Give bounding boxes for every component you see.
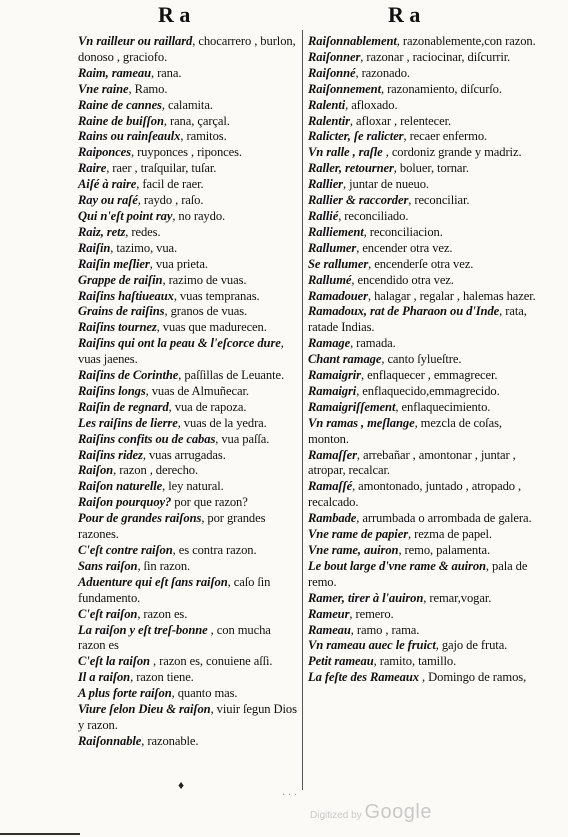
entry-translation: , razonamiento, diſcurſo.: [380, 81, 502, 96]
entry-headword: Rallumer: [308, 240, 357, 255]
dictionary-entry: [308, 591, 538, 607]
entry-headword: Rambade: [308, 511, 357, 526]
entry-headword: Vn railleur ou raillard: [78, 34, 193, 48]
entry-headword: Raiſins qui ont la peau & l'eſcorce dure: [78, 336, 281, 351]
column-divider: [302, 30, 303, 790]
entry-translation: , ramitos.: [180, 129, 227, 144]
dictionary-entry: [78, 114, 300, 130]
entry-translation: , vuas de la yedra.: [177, 415, 267, 430]
dictionary-entry: [308, 289, 538, 305]
entry-translation: , vuas que madurecen.: [156, 320, 267, 335]
entry-headword: Rameur: [308, 606, 350, 621]
entry-translation: , mezcla de coſas, monton.: [308, 415, 502, 446]
entry-headword: Raiſin meſlier: [78, 256, 150, 271]
dictionary-entry: [78, 66, 300, 82]
entry-translation: , tazimo, vua.: [110, 240, 178, 255]
entry-headword: Ramaigri: [308, 383, 357, 398]
entry-translation: , razonablemente,con razon.: [396, 34, 536, 48]
entry-translation: , con mucha razon es: [78, 622, 271, 653]
dictionary-entry: [308, 416, 538, 448]
dictionary-entry: [308, 193, 538, 209]
entry-headword: Rains ou rainſeaulx: [78, 129, 181, 144]
dictionary-entry: [308, 654, 538, 670]
dictionary-entry: [308, 257, 538, 273]
entry-translation: , encender otra vez.: [356, 240, 453, 255]
dictionary-entry: [308, 352, 538, 368]
entry-translation: , juntar de nueuo.: [343, 177, 429, 192]
entry-translation: , es contra razon.: [172, 543, 257, 557]
entry-headword: Raiſins ridez: [78, 447, 143, 462]
entry-headword: Ramer, tirer à l'auiron: [308, 590, 424, 605]
entry-translation: , remero.: [349, 606, 394, 621]
entry-headword: Raiſins tournez: [78, 320, 157, 335]
entry-headword: Grappe de raiſin: [78, 272, 163, 287]
dictionary-entry: [78, 511, 300, 543]
entry-headword: Grains de raiſins: [78, 304, 165, 319]
dictionary-entry: [308, 66, 538, 82]
dictionary-entry: [308, 129, 538, 145]
entry-headword: Ramage: [308, 336, 351, 351]
dictionary-entry: [308, 527, 538, 543]
entry-headword: Rallumé: [308, 272, 352, 287]
entry-translation: , halagar , regalar , halemas hazer.: [367, 288, 536, 303]
entry-headword: Raiſin: [78, 240, 111, 255]
entry-headword: Vn ralle , raſle: [308, 145, 383, 160]
entry-headword: Rallier: [308, 177, 343, 192]
entry-headword: Ralentir: [308, 113, 350, 128]
entry-headword: Le bout large d'vne rame & auiron: [308, 558, 486, 573]
entry-translation: , afloxado.: [345, 97, 398, 112]
entry-translation: , reconciliado.: [338, 208, 409, 223]
entry-headword: Raiſin de regnard: [78, 399, 169, 414]
entry-headword: Rallier & raccorder: [308, 193, 409, 208]
entry-headword: Raim, rameau: [78, 65, 151, 80]
entry-translation: , vuas de Almuñecar.: [145, 383, 249, 398]
dictionary-entry: [78, 575, 300, 607]
entry-headword: Ralenti: [308, 97, 346, 112]
entry-translation: , rata, ratade Indias.: [308, 304, 527, 335]
entry-headword: Ramaſſé: [308, 479, 353, 494]
entry-headword: Il a raiſon: [78, 670, 131, 685]
entry-headword: Raiſins haſtiueaux: [78, 288, 174, 303]
entry-translation: , viuir ſegun Dios y razon.: [78, 702, 297, 732]
entry-translation: , remar,vogar.: [423, 590, 492, 605]
entry-translation: , calamita.: [161, 97, 213, 112]
header-left: R a: [158, 2, 191, 27]
entry-headword: Ralliement: [308, 224, 364, 239]
entry-translation: , Domingo de ramos,: [418, 670, 527, 685]
entry-translation: , enflaquecimiento.: [395, 399, 491, 414]
entry-translation: , granos de vuas.: [164, 304, 248, 319]
entry-headword: Vne rame de papier: [308, 527, 408, 542]
dictionary-entry: [78, 320, 300, 336]
dictionary-entry: [308, 368, 538, 384]
entry-headword: La feſte des Rameaux: [308, 670, 419, 685]
dictionary-entry: [308, 145, 538, 161]
entry-headword: Les raiſins de lierre: [78, 415, 178, 430]
dictionary-entry: [308, 448, 538, 480]
entry-headword: Ramaigrir: [308, 368, 361, 383]
entry-headword: C'eſt raiſon: [78, 606, 138, 621]
entry-translation: , rana, çarçal.: [163, 113, 230, 128]
entry-translation: , paſſillas de Leuante.: [178, 368, 285, 383]
dictionary-entry: [308, 670, 538, 686]
dictionary-entry: [308, 607, 538, 623]
dictionary-entry: [78, 145, 300, 161]
entry-translation: , arrebañar , amontonar , juntar , atropar, recalcar.: [308, 447, 516, 478]
entry-translation: , razonable.: [141, 733, 199, 748]
dictionary-entry: [78, 257, 300, 273]
entry-headword: Raiſins de Corinthe: [78, 368, 179, 383]
entry-translation: , razon , derecho.: [113, 463, 199, 478]
google-logo: Google: [364, 801, 432, 823]
entry-translation: , raer , traſquilar, tuſar.: [106, 161, 217, 176]
entry-headword: Pour de grandes raiſons: [78, 511, 202, 526]
entry-translation: , quanto mas.: [171, 686, 238, 701]
dictionary-entry: [78, 734, 300, 750]
entry-translation: , rezma de papel.: [408, 527, 492, 542]
dictionary-entry: [308, 161, 538, 177]
dictionary-entry: [308, 304, 538, 336]
entry-translation: , ruyponces , riponces.: [130, 145, 242, 160]
dictionary-entry: [78, 495, 300, 511]
entry-headword: Ramadouer: [308, 288, 368, 303]
entry-translation: , razon tiene.: [130, 670, 194, 685]
entry-translation: , vua de rapoza.: [168, 399, 247, 414]
dictionary-entry: [78, 177, 300, 193]
entry-headword: Ramadoux, rat de Pharaon ou d'Inde: [308, 304, 500, 319]
dictionary-entry: [308, 638, 538, 654]
entry-translation: , rana.: [150, 65, 182, 80]
dictionary-entry: [78, 559, 300, 575]
entry-headword: Ralicter, ſe ralicter: [308, 129, 404, 144]
dictionary-entry: [78, 384, 300, 400]
entry-headword: Vn rameau auec le fruict: [308, 638, 436, 653]
entry-translation: , pala de remo.: [308, 558, 528, 589]
entry-translation: por que razon?: [171, 495, 248, 510]
entry-headword: Raiſon pourquoy?: [78, 495, 172, 510]
entry-translation: , canto ſylueſtre.: [381, 352, 462, 367]
entry-translation: , remo, palamenta.: [398, 543, 491, 557]
dictionary-entry: [308, 114, 538, 130]
entry-headword: Raller, retourner: [308, 161, 394, 176]
entry-translation: , cordoniz grande y madriz.: [382, 145, 522, 160]
entry-translation: , redes.: [125, 224, 161, 239]
entry-translation: , razonado.: [355, 65, 410, 80]
dictionary-entry: [78, 607, 300, 623]
entry-headword: Raiſonnement: [308, 81, 381, 96]
dictionary-entry: [78, 241, 300, 257]
dictionary-entry: [308, 400, 538, 416]
dictionary-entry: [78, 670, 300, 686]
entry-headword: C'eſt la raiſon: [78, 654, 150, 669]
entry-translation: , vuas jaenes.: [78, 336, 284, 367]
entry-headword: Ramaſſer: [308, 447, 357, 462]
entry-headword: Qui n'eſt point ray: [78, 208, 173, 223]
dictionary-entry: [78, 304, 300, 320]
entry-translation: , chocarrero , burlon, donoso , graciofo.: [78, 34, 296, 64]
dictionary-entry: [308, 511, 538, 527]
dictionary-entry: [308, 50, 538, 66]
entry-headword: Raiſonnable: [78, 733, 142, 748]
dictionary-entry: [78, 702, 300, 734]
entry-headword: Raiſonner: [308, 49, 361, 64]
entry-translation: , vua paſſa.: [215, 431, 270, 446]
dictionary-entry: [78, 209, 300, 225]
entry-headword: Se rallumer: [308, 256, 369, 271]
entry-translation: , ramo , rama.: [350, 622, 420, 637]
digitized-by-google-watermark: [310, 801, 432, 824]
dictionary-entry: [308, 543, 538, 559]
entry-headword: Raiſon naturelle: [78, 479, 163, 494]
entry-translation: , facil de raer.: [136, 177, 204, 192]
left-column: [78, 34, 300, 750]
entry-translation: , Ramo.: [128, 81, 168, 96]
entry-translation: , afloxar , relentecer.: [349, 113, 452, 128]
entry-translation: , enflaquecer , emmagrecer.: [361, 368, 498, 383]
entry-translation: , ramito, tamillo.: [373, 654, 457, 669]
dictionary-entry: [78, 225, 300, 241]
dictionary-entry: [78, 98, 300, 114]
entry-translation: , por grandes razones.: [78, 511, 266, 542]
entry-translation: , reconciliar.: [408, 193, 470, 208]
entry-translation: , ley natural.: [162, 479, 224, 494]
dictionary-entry: [308, 209, 538, 225]
dictionary-entry: [308, 336, 538, 352]
dictionary-entry: [78, 129, 300, 145]
dictionary-entry: [308, 225, 538, 241]
entry-headword: Raiſonné: [308, 65, 356, 80]
entry-headword: Raiponces: [78, 145, 131, 160]
dictionary-entry: [78, 432, 300, 448]
entry-headword: Vn ramas , meſlange: [308, 415, 415, 430]
dictionary-entry: [78, 368, 300, 384]
entry-translation: , caſo ſin fundamento.: [78, 574, 271, 605]
dictionary-entry: [78, 82, 300, 98]
entry-translation: , razimo de vuas.: [162, 272, 247, 287]
dictionary-entry: [78, 161, 300, 177]
header-right: R a: [388, 2, 421, 27]
entry-translation: , no raydo.: [172, 208, 226, 223]
entry-headword: Viure ſelon Dieu & raiſon: [78, 702, 211, 717]
entry-headword: C'eſt contre raiſon: [78, 543, 173, 557]
dictionary-entry: [308, 177, 538, 193]
entry-translation: , vuas arrugadas.: [142, 447, 226, 462]
digitized-label: Digitized by: [310, 810, 362, 821]
dictionary-entry: [308, 241, 538, 257]
dictionary-entry: [308, 273, 538, 289]
dictionary-entry: [78, 273, 300, 289]
dictionary-entry: [308, 559, 538, 591]
entry-headword: A plus forte raiſon: [78, 686, 172, 701]
dictionary-entry: [78, 463, 300, 479]
entry-translation: , enflaquecido,emmagrecido.: [356, 383, 500, 398]
entry-translation: , encenderſe otra vez.: [368, 256, 474, 271]
entry-translation: , ſin razon.: [137, 558, 191, 573]
entry-headword: Raine de cannes: [78, 97, 162, 112]
entry-headword: Ray ou raſé: [78, 193, 138, 208]
entry-headword: Raiſonnablement: [308, 34, 397, 48]
entry-headword: Rallié: [308, 208, 339, 223]
dictionary-entry: [308, 623, 538, 639]
dictionary-entry: [78, 289, 300, 305]
entry-translation: , amontonado, juntado , atropado , recalcado.: [308, 479, 522, 510]
right-column: [308, 34, 538, 686]
entry-headword: Raiſon: [78, 463, 114, 478]
entry-headword: Rameau: [308, 622, 351, 637]
dictionary-entry: [78, 193, 300, 209]
entry-translation: , razon es.: [137, 606, 188, 621]
entry-translation: , vuas tempranas.: [173, 288, 260, 303]
dictionary-entry: [78, 623, 300, 655]
dictionary-entry: [78, 479, 300, 495]
dictionary-entry: [78, 543, 300, 559]
entry-translation: , raydo , raſo.: [137, 193, 204, 208]
dictionary-entry: [308, 82, 538, 98]
dictionary-entry: [308, 34, 538, 50]
entry-headword: Aiſé à raire: [78, 177, 137, 192]
dictionary-entry: [78, 448, 300, 464]
entry-translation: , ramada.: [350, 336, 396, 351]
entry-headword: Raiz, retz: [78, 224, 126, 239]
dictionary-entry: [78, 34, 300, 66]
entry-headword: Sans raiſon: [78, 558, 138, 573]
entry-headword: Vne rame, auiron: [308, 543, 399, 557]
dictionary-entry: [78, 654, 300, 670]
entry-headword: Petit rameau: [308, 654, 374, 669]
ornament-icon: ♦: [178, 778, 185, 792]
entry-translation: , arrumbada o arrombada de galera.: [356, 511, 532, 526]
entry-headword: Raiſins longs: [78, 383, 146, 398]
entry-translation: , reconciliacion.: [363, 224, 443, 239]
entry-translation: , recaer enfermo.: [403, 129, 488, 144]
dictionary-entry: [78, 686, 300, 702]
dictionary-entry: [78, 416, 300, 432]
dictionary-entry: [308, 479, 538, 511]
entry-headword: Ramaigriſſement: [308, 399, 396, 414]
entry-headword: Chant ramage: [308, 352, 382, 367]
entry-headword: Vne raine: [78, 81, 129, 96]
dictionary-entry: [78, 400, 300, 416]
entry-headword: Raiſins confits ou de cabas: [78, 431, 216, 446]
entry-translation: , encendido otra vez.: [351, 272, 454, 287]
entry-translation: , gajo de fruta.: [435, 638, 508, 653]
running-header: [0, 2, 568, 32]
entry-headword: Raire: [78, 161, 107, 176]
entry-headword: La raiſon y eſt treſ-bonne: [78, 622, 208, 637]
entry-translation: , razonar , raciocinar, diſcurrir.: [360, 49, 511, 64]
entry-translation: , boluer, tornar.: [393, 161, 469, 176]
dictionary-entry: [308, 98, 538, 114]
margin-mark: · · ·: [282, 790, 297, 801]
entry-headword: Aduenture qui eſt ſans raiſon: [78, 574, 228, 589]
entry-translation: , razon es, conuiene aſſi.: [149, 654, 273, 669]
dictionary-entry: [308, 384, 538, 400]
entry-headword: Raine de buiſſon: [78, 113, 164, 128]
dictionary-entry: [78, 336, 300, 368]
scan-edge: [0, 833, 80, 835]
entry-translation: , vua prieta.: [149, 256, 208, 271]
